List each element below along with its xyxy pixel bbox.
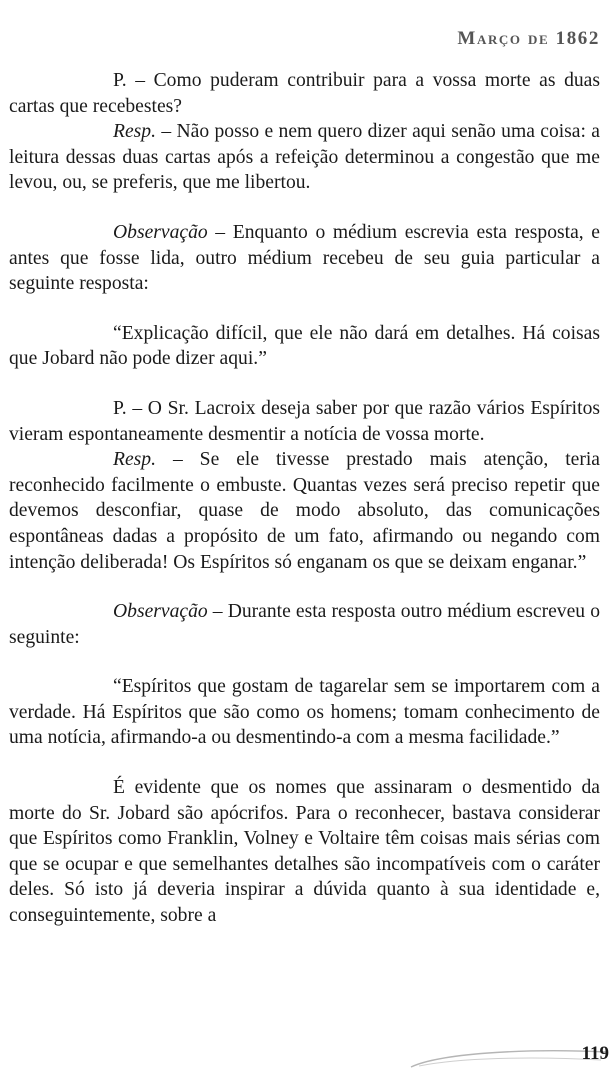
running-head: Março de 1862 <box>457 28 600 49</box>
paragraph <box>9 775 600 929</box>
paragraph-label: Resp. <box>113 449 156 471</box>
paragraph <box>9 396 600 447</box>
book-page <box>9 0 609 1077</box>
body-text <box>9 68 600 929</box>
paragraph-text: “Espíritos que gostam de tagarelar sem se importarem com a verdade. Há Espíritos que são como os homens; tomam conhecimento de uma notícia, afirmando-a ou desmentindo-a com a mesma facilidade.” <box>9 676 600 749</box>
page-number: 119 <box>581 1043 609 1064</box>
paragraph-text: – O Sr. Lacroix deseja saber por que razão vários Espíritos vieram espontaneamente desmentir a notícia de vossa morte. <box>9 397 600 445</box>
paragraph-text: – Durante esta resposta outro médium escreveu o seguinte: <box>9 601 600 648</box>
paragraph-label: Observação <box>113 221 208 243</box>
paragraph-label: Observação <box>113 601 208 623</box>
paragraph-text: É evidente que os nomes que assinaram o desmentido da morte do Sr. Jobard são apócrifos. Para o reconhecer, bastava considerar que Espíritos como Franklin, Volney e Voltaire têm coisas mais sérias com que se ocupar e que semelhantes detalhes são incompatíveis com o caráter deles. Só isto já deveria inspirar a dúvida quanto à sua identidade e, conseguintemente, sobre a <box>9 777 600 927</box>
page-footer <box>9 1040 611 1070</box>
paragraph-label: P. <box>113 397 127 419</box>
paragraph-text: – Enquanto o médium escrevia esta resposta, e antes que fosse lida, outro médium recebeu de seu guia particular a seguinte resposta: <box>9 221 600 295</box>
paragraph-text: – Não posso e nem quero dizer aqui senão uma coisa: a leitura dessas duas cartas após a refeição determinou a congestão que me levou, ou, se preferis, que me libertou. <box>9 121 600 194</box>
paragraph <box>9 321 600 372</box>
paragraph-label: Resp. <box>113 121 156 143</box>
paragraph-text: “Explicação difícil, que ele não dará em detalhes. Há coisas que Jobard não pode dizer aqui.” <box>9 322 600 370</box>
paragraph <box>9 599 600 650</box>
paragraph <box>9 674 600 751</box>
paragraph-label: P. <box>113 70 127 91</box>
paragraph <box>9 119 600 196</box>
paragraph <box>9 68 600 119</box>
paragraph <box>9 447 600 575</box>
swoosh-ornament-icon <box>9 1040 611 1070</box>
paragraph-text: – Como puderam contribuir para a vossa morte as duas cartas que recebestes? <box>9 70 600 117</box>
paragraph-text: – Se ele tivesse prestado mais atenção, teria reconhecido facilmente o embuste. Quantas vezes será preciso repetir que devemos desconfiar, quase de modo absoluto, das comunicações espontâneas dadas a propósito de um fato, afirmando ou negando com intenção deliberada! Os Espíritos só enganam os que se deixam enganar.” <box>9 449 600 573</box>
paragraph <box>9 220 600 297</box>
